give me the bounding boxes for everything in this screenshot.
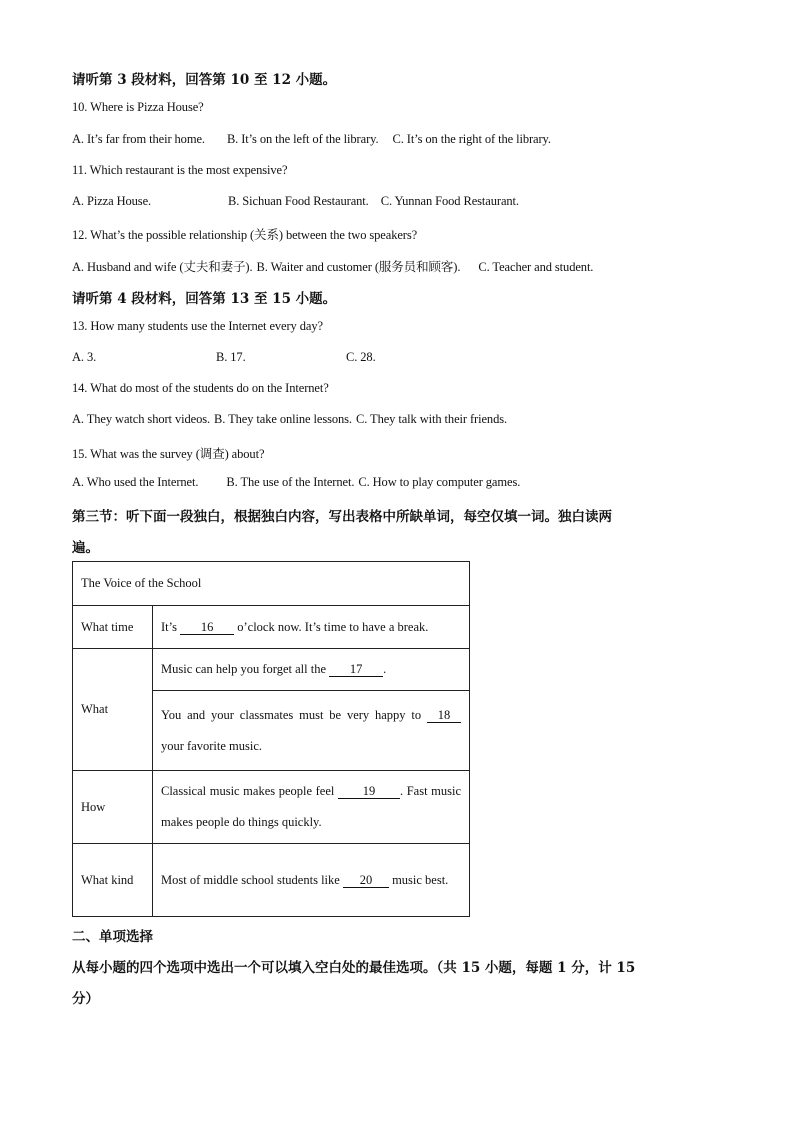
- section4-heading: 请听第 4 段材料，回答第 13 至 15 小题。: [72, 291, 337, 307]
- row-label-how: How: [73, 771, 153, 844]
- row-label-what: What: [73, 649, 153, 771]
- blank-20[interactable]: 20: [343, 873, 389, 888]
- option-b: B. 17.: [216, 350, 246, 364]
- option-b: B. Waiter and customer (服务员和顾客).: [256, 260, 461, 274]
- option-a: A. Pizza House.: [72, 194, 152, 208]
- voice-of-school-table: [72, 561, 470, 917]
- option-a: A. They watch short videos.: [72, 412, 211, 426]
- question-14-options: [72, 412, 507, 427]
- part2-heading: 二、单项选择: [72, 929, 153, 945]
- option-c: C. Teacher and student.: [478, 260, 594, 274]
- option-c: C. How to play computer games.: [358, 475, 521, 489]
- question-15: 15. What was the survey (调查) about?: [72, 447, 265, 461]
- option-c: C. Yunnan Food Restaurant.: [380, 194, 519, 208]
- part2-instruction: 从每小题的四个选项中选出一个可以填入空白处的最佳选项。（共 15 小题，每题 1 分，计 15: [72, 960, 636, 976]
- question-12-options: [72, 257, 593, 275]
- question-13: 13. How many students use the Internet every day?: [72, 319, 323, 333]
- option-a: A. Husband and wife (丈夫和妻子).: [72, 260, 253, 274]
- option-a: A. Who used the Internet.: [72, 475, 199, 489]
- question-12: 12. What’s the possible relationship (关系) between the two speakers?: [72, 228, 418, 242]
- option-a: A. It’s far from their home.: [72, 132, 205, 146]
- question-11-options: [72, 194, 519, 209]
- row-label-what-kind: What kind: [73, 844, 153, 917]
- row-what-content-b: You and your classmates must be very happy to 18 your favorite music.: [153, 691, 470, 771]
- option-a: A. 3.: [72, 350, 97, 364]
- row-what-kind-content: Most of middle school students like 20 music best.: [153, 844, 470, 917]
- option-c: C. 28.: [346, 350, 376, 364]
- row-what-time-content: It’s 16 o’clock now. It’s time to have a break.: [153, 606, 470, 649]
- part3-heading: 第三节：听下面一段独白，根据独白内容，写出表格中所缺单词，每空仅填一词。独白读两: [72, 509, 612, 525]
- question-13-options: [72, 350, 376, 365]
- section3-heading: 请听第 3 段材料，回答第 10 至 12 小题。: [72, 72, 337, 88]
- question-11: 11. Which restaurant is the most expensive?: [72, 163, 288, 177]
- row-how-content: Classical music makes people feel 19 . Fast music makes people do things quickly.: [153, 771, 470, 844]
- option-b: B. It’s on the left of the library.: [226, 132, 379, 146]
- blank-17[interactable]: 17: [329, 662, 383, 677]
- question-15-options: [72, 475, 520, 490]
- option-c: C. They talk with their friends.: [355, 412, 508, 426]
- row-label-what-time: What time: [73, 606, 153, 649]
- row-what-content-a: Music can help you forget all the 17 .: [153, 649, 470, 691]
- option-b: B. They take online lessons.: [214, 412, 352, 426]
- question-10-options: [72, 132, 551, 147]
- blank-19[interactable]: 19: [338, 784, 400, 799]
- blank-18[interactable]: 18: [427, 708, 461, 723]
- question-14: 14. What do most of the students do on the Internet?: [72, 381, 329, 395]
- question-10: 10. Where is Pizza House?: [72, 100, 204, 114]
- part3-heading-cont: 遍。: [72, 540, 99, 556]
- table-title: The Voice of the School: [73, 562, 470, 606]
- part2-instruction-cont: 分）: [72, 991, 99, 1007]
- option-b: B. The use of the Internet.: [226, 475, 355, 489]
- blank-16[interactable]: 16: [180, 620, 234, 635]
- option-c: C. It’s on the right of the library.: [392, 132, 551, 146]
- option-b: B. Sichuan Food Restaurant.: [228, 194, 369, 208]
